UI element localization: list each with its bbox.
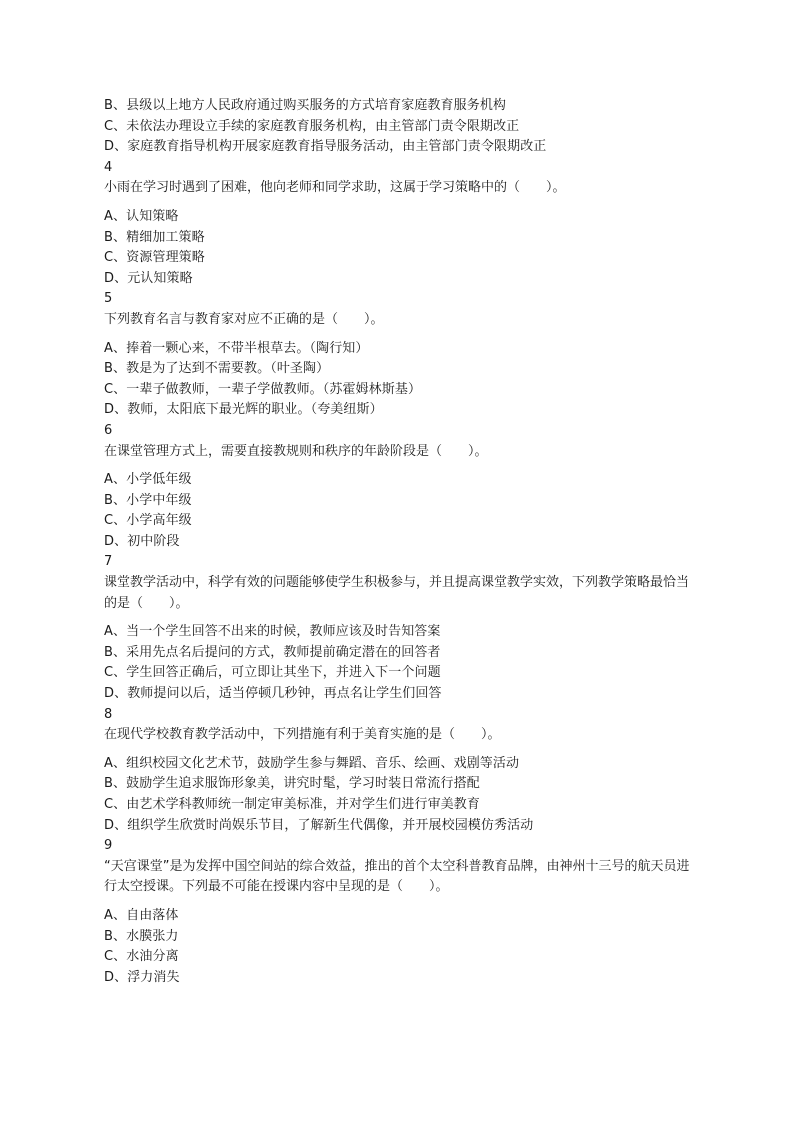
option-c: C、学生回答正确后，可立即让其坐下，并进入下一个问题 xyxy=(104,665,441,681)
option-d: D、教师提问以后，适当停顿几秒钟，再点名让学生们回答 xyxy=(104,686,442,702)
option-d: D、元认知策略 xyxy=(104,270,193,286)
option-b: B、鼓励学生追求服饰形象美，讲究时髦，学习时装日常流行搭配 xyxy=(104,776,480,792)
question-7 xyxy=(104,552,694,704)
option-b: B、教是为了达到不需要教。（叶圣陶） xyxy=(104,361,330,377)
option-b: B、水膜张力 xyxy=(104,928,179,944)
option-a: A、捧着一颗心来，不带半根草去。（陶行知） xyxy=(104,340,369,356)
option-b: B、小学中年级 xyxy=(104,492,192,508)
option-d: D、初中阶段 xyxy=(104,533,180,549)
option-d: D、教师，太阳底下最光辉的职业。（夸美纽斯） xyxy=(104,402,383,418)
option-a: A、自由落体 xyxy=(104,907,179,923)
question-stem: 在课堂管理方式上，需要直接教规则和秩序的年龄阶段是（ ）。 xyxy=(104,443,488,459)
question-stem: 课堂教学活动中，科学有效的问题能够使学生积极参与，并且提高课堂教学实效，下列教学策略最恰当的是（ ）。 xyxy=(104,575,690,611)
question-stem: 下列教育名言与教育家对应不正确的是（ ）。 xyxy=(104,311,384,327)
question-4 xyxy=(104,158,694,290)
option-c: C、资源管理策略 xyxy=(104,250,205,266)
question-stem: “天宫课堂”是为发挥中国空间站的综合效益，推出的首个太空科普教育品牌，由神州十三号的航天员进行太空授课。下列最不可能在授课内容中呈现的是（ ）。 xyxy=(104,858,690,895)
document-page xyxy=(104,96,694,988)
option-c: C、未依法办理设立手续的家庭教育服务机构，由主管部门责令限期改正 xyxy=(104,118,520,134)
option-c: C、由艺术学科教师统一制定审美标准，并对学生们进行审美教育 xyxy=(104,797,480,812)
option-a: A、组织校园文化艺术节，鼓励学生参与舞蹈、音乐、绘画、戏剧等活动 xyxy=(104,755,520,771)
option-b: B、精细加工策略 xyxy=(104,229,205,245)
option-a: A、小学低年级 xyxy=(104,472,192,488)
question-stem: 在现代学校教育教学活动中，下列措施有利于美育实施的是（ ）。 xyxy=(104,727,501,743)
option-d: D、家庭教育指导机构开展家庭教育指导服务活动，由主管部门责令限期改正 xyxy=(104,139,547,155)
option-b: B、采用先点名后提问的方式，教师提前确定潜在的回答者 xyxy=(104,644,441,660)
question-number: 7 xyxy=(104,554,113,570)
question-6 xyxy=(104,421,694,553)
question-9 xyxy=(104,836,694,988)
question-number: 4 xyxy=(104,159,113,175)
option-d: D、浮力消失 xyxy=(104,969,180,985)
question-stem: 小雨在学习时遇到了困难，他向老师和同学求助，这属于学习策略中的（ ）。 xyxy=(104,180,566,196)
option-c: C、水油分离 xyxy=(104,949,179,965)
previous-question-options xyxy=(104,96,694,158)
question-number: 5 xyxy=(104,291,113,307)
question-8 xyxy=(104,705,694,837)
question-number: 8 xyxy=(104,706,113,722)
option-c: C、一辈子做教师，一辈子学做教师。（苏霍姆林斯基） xyxy=(104,381,422,397)
option-d: D、组织学生欣赏时尚娱乐节目，了解新生代偶像，并开展校园模仿秀活动 xyxy=(104,817,534,833)
option-c: C、小学高年级 xyxy=(104,513,192,529)
option-a: A、当一个学生回答不出来的时候，教师应该及时告知答案 xyxy=(104,624,441,640)
option-b: B、县级以上地方人民政府通过购买服务的方式培育家庭教育服务机构 xyxy=(104,98,507,113)
option-a: A、认知策略 xyxy=(104,208,179,224)
question-number: 6 xyxy=(104,422,113,438)
question-5 xyxy=(104,289,694,421)
question-number: 9 xyxy=(104,838,113,854)
